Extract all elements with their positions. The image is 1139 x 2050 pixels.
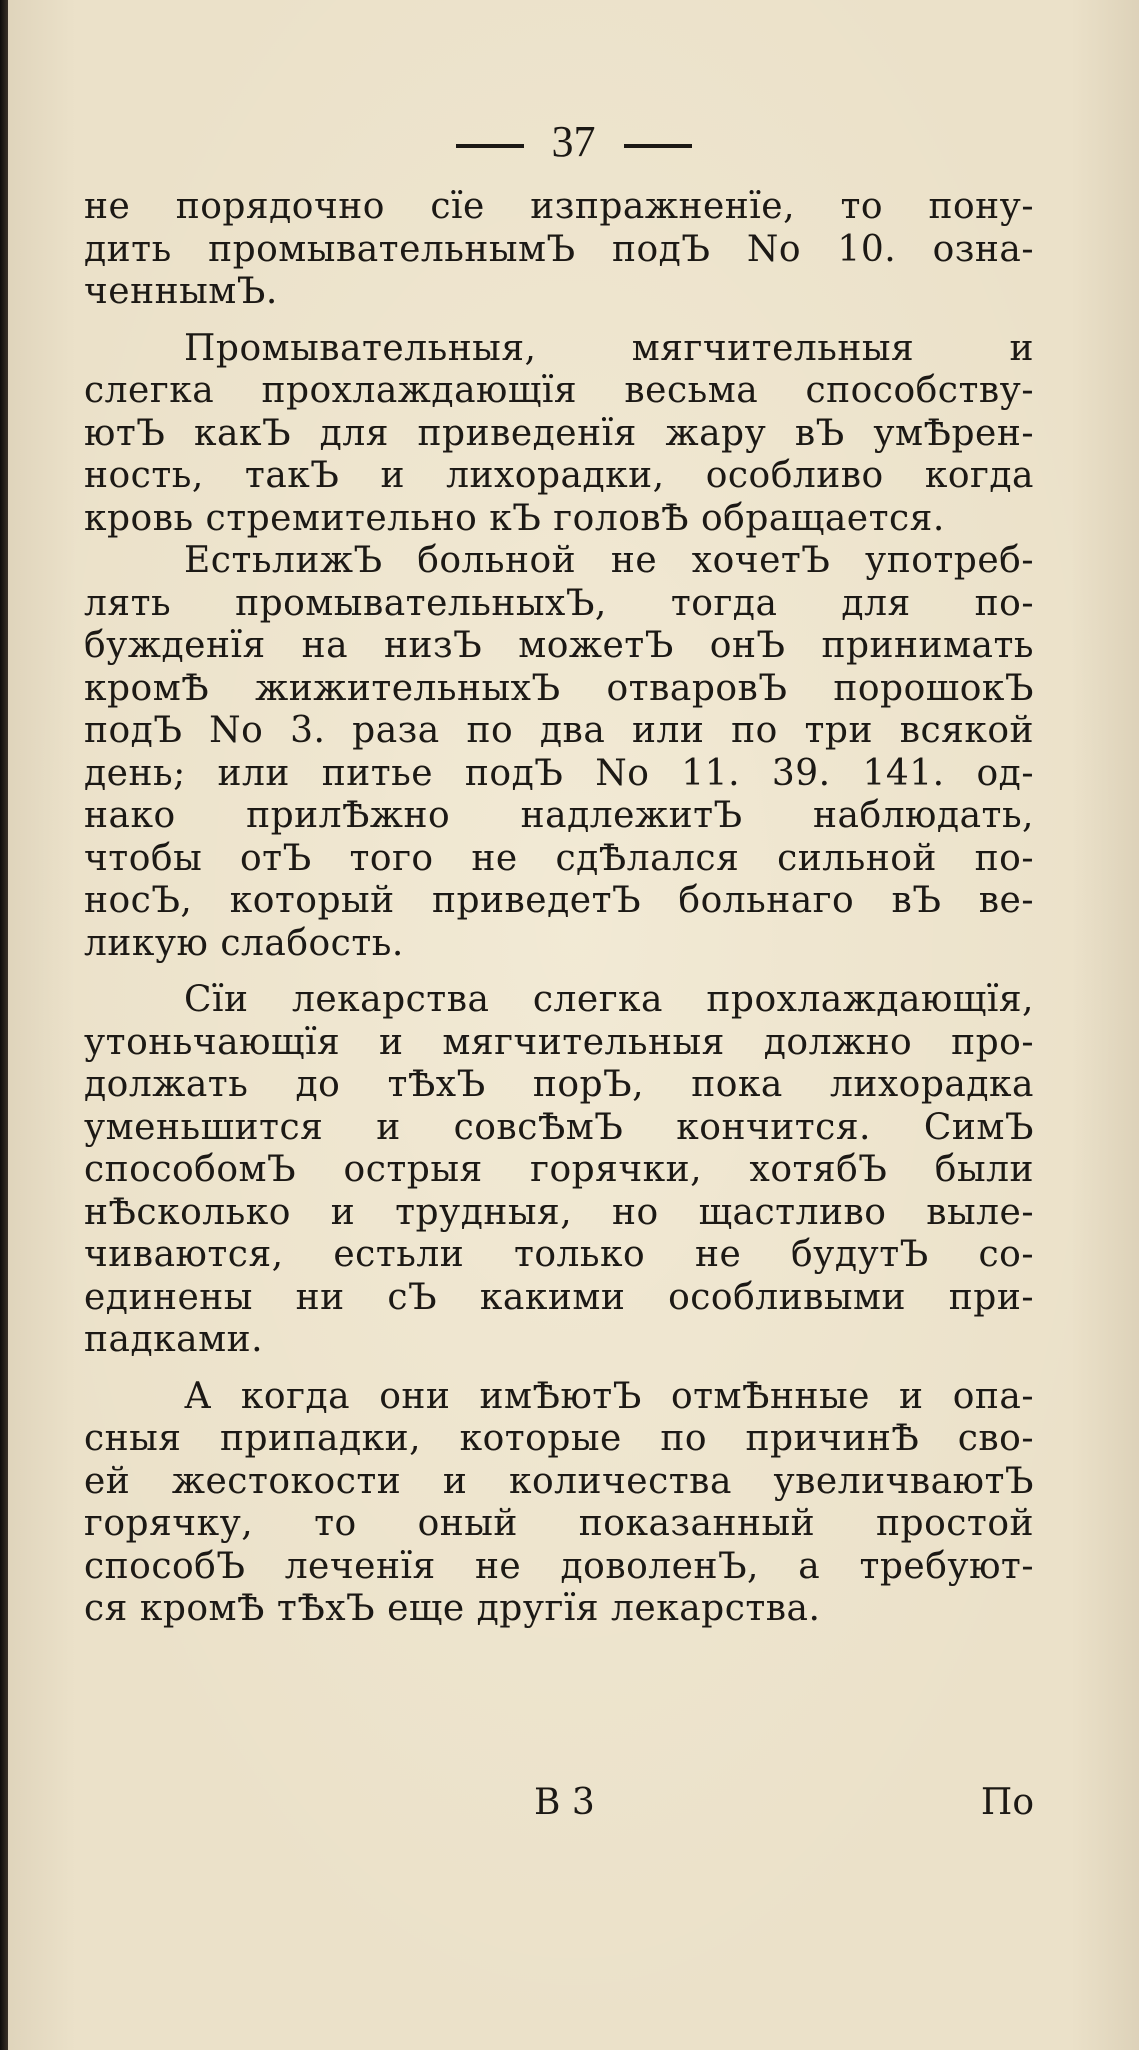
text-line: кромѢ жижительныхЪ отваровЪ порошокЪ xyxy=(84,667,1034,709)
text-line: ютЪ какЪ для приведенїя жару вЪ умѢрен- xyxy=(84,412,1034,454)
text-line: Промывательныя, мягчительныя и xyxy=(184,327,1034,369)
paragraph xyxy=(84,540,1034,965)
page-number: 37 xyxy=(551,117,596,166)
text-line: нѢсколько и трудныя, но щастливо выле- xyxy=(84,1191,1034,1233)
body-text xyxy=(84,186,1034,1631)
text-line: не порядочно сїе изпражненїе, то пону- xyxy=(84,186,1034,227)
text-line: горячку, то оный показанный простой xyxy=(84,1503,1034,1544)
book-page xyxy=(8,0,1139,2050)
text-line: лять промывательныхЪ, тогда для по- xyxy=(84,582,1034,624)
header-dash-left xyxy=(456,144,524,148)
text-line: день; или питье подЪ No 11. 39. 141. од- xyxy=(84,752,1034,794)
text-line: нако прилѢжно надлежитЪ наблюдать, xyxy=(84,795,1034,836)
text-line: падками. xyxy=(84,1319,264,1360)
text-line: носЪ, который приведетЪ больнаго вЪ ве- xyxy=(84,880,1034,921)
text-line: утоньчающїя и мягчительныя должно про- xyxy=(84,1021,1034,1063)
text-line: уменьшится и совсѢмЪ кончится. СимЪ xyxy=(84,1106,1034,1148)
catchword: По xyxy=(980,1782,1034,1823)
text-line: ся кромѢ тѢхЪ еще другїя лекарства. xyxy=(84,1588,821,1629)
text-line: Сїи лекарства слегка прохлаждающїя, xyxy=(184,979,1034,1020)
text-line: ность, такЪ и лихорадки, особливо когда xyxy=(84,455,1034,496)
text-line: ей жестокости и количества увеличваютЪ xyxy=(84,1460,1034,1502)
page-header xyxy=(8,112,1139,172)
text-line: ченнымЪ. xyxy=(84,271,278,312)
text-line: чтобы отЪ того не сдѢлался сильной по- xyxy=(84,837,1034,879)
text-line: должать до тѢхЪ порЪ, пока лихорадка xyxy=(84,1064,1034,1105)
text-line: чиваются, естьли только не будутЪ со- xyxy=(84,1234,1034,1275)
text-line: ЕстьлижЪ больной не хочетЪ употреб- xyxy=(184,540,1034,581)
paragraph xyxy=(84,186,1034,314)
signature-mark: В 3 xyxy=(534,1782,595,1823)
text-line: кровь стремительно кЪ головѢ обращается. xyxy=(84,497,945,539)
text-line: подЪ No 3. раза по два или по три всякой xyxy=(84,710,1034,751)
text-line: слегка прохлаждающїя весьма способству- xyxy=(84,370,1034,411)
text-line: ликую слабость. xyxy=(84,922,404,964)
text-line: дить промывательнымЪ подЪ No 10. озна- xyxy=(84,228,1034,270)
paragraph xyxy=(84,1376,1034,1631)
text-line: сныя припадки, которые по причинѢ сво- xyxy=(84,1418,1034,1459)
text-line: способомЪ острыя горячки, хотябЪ были xyxy=(84,1149,1034,1190)
text-line: способЪ леченїя не доволенЪ, а требуют- xyxy=(84,1545,1034,1587)
header-dash-right xyxy=(624,144,692,148)
page-footer xyxy=(84,1778,1034,1828)
text-line: единены ни сЪ какими особливыми при- xyxy=(84,1276,1034,1318)
text-line: бужденїя на низЪ можетЪ онЪ принимать xyxy=(84,625,1034,666)
text-line: А когда они имѢютЪ отмѢнные и опа- xyxy=(184,1375,1034,1417)
book-spine-shadow xyxy=(0,0,8,2050)
paragraph xyxy=(84,979,1034,1362)
paragraph xyxy=(84,328,1034,541)
